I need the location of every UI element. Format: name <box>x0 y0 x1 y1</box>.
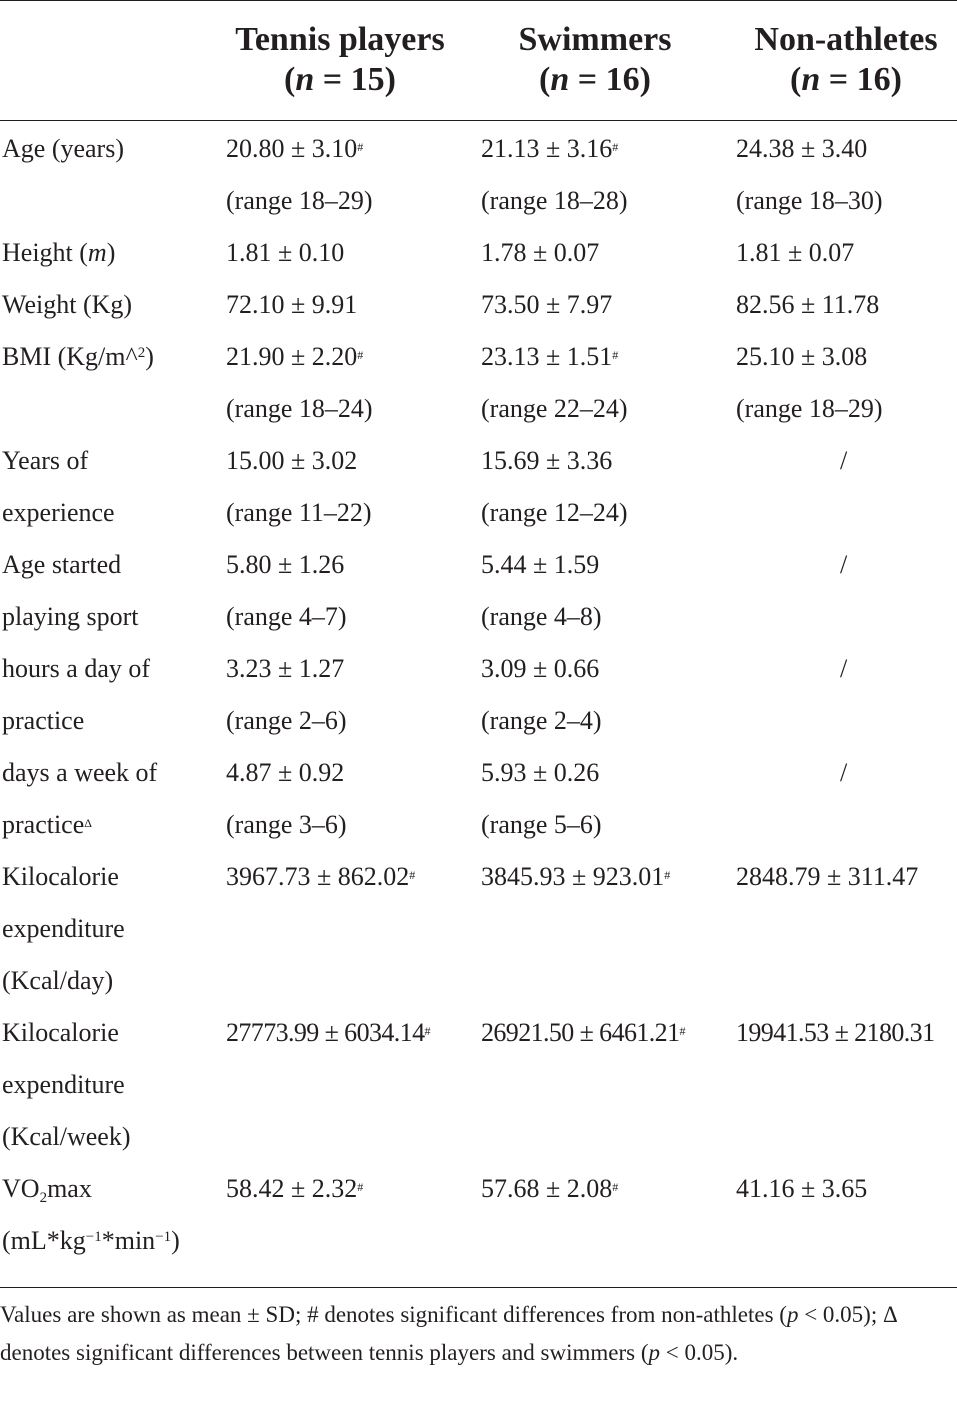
days-week-tennis: 4.87 ± 0.92 <box>226 758 345 787</box>
row-vo2max-unit: $(mL*kg^{-1}*\min^{-1})$ <box>2 1226 180 1255</box>
hours-day-tennis: 3.23 ± 1.27 <box>226 654 345 683</box>
hours-day-swimmers-range: (range 2–4) <box>481 706 602 735</box>
row-kcal-day-label-3: (Kcal/day) <box>2 966 114 995</box>
table-footnote: Values are shown as mean ± SD; # denotes significant differences from non-athletes (p < 0.05); Δ denotes significant differences between tennis players and swimmers (p < 0.05). <box>0 1302 897 1365</box>
kcal-day-swimmers: 3845.93 ± 923.01# <box>481 862 671 891</box>
header-swimmers <box>481 20 709 100</box>
vo2max-swimmers: 57.68 ± 2.08# <box>481 1174 619 1203</box>
days-week-swimmers-range: (range 5–6) <box>481 810 602 839</box>
height-tennis: 1.81 ± 0.10 <box>226 238 345 267</box>
years-exp-tennis-range: (range 11–22) <box>226 498 372 527</box>
header-nonathletes-name: Non-athletes <box>754 21 938 58</box>
kcal-week-tennis: 27773.99 ± 6034.14# <box>226 1018 430 1047</box>
bmi-swimmers: 23.13 ± 1.51# <box>481 342 619 371</box>
kcal-day-tennis: 3967.73 ± 862.02# <box>226 862 416 891</box>
row-age-started-label-2: playing sport <box>2 602 139 631</box>
years-exp-nonathletes: / <box>840 446 848 475</box>
bmi-swimmers-range: (range 22–24) <box>481 394 628 423</box>
years-exp-swimmers-range: (range 12–24) <box>481 498 628 527</box>
age-swimmers: 21.13 ± 3.16# <box>481 134 619 163</box>
hours-day-tennis-range: (range 2–6) <box>226 706 347 735</box>
top-rule <box>0 0 957 1</box>
age-nonathletes: 24.38 ± 3.40 <box>736 134 868 163</box>
days-week-swimmers: 5.93 ± 0.26 <box>481 758 600 787</box>
days-week-tennis-range: (range 3–6) <box>226 810 347 839</box>
age-tennis: 20.80 ± 3.10# <box>226 134 364 163</box>
kcal-week-swimmers: 26921.50 ± 6461.21# <box>481 1018 685 1047</box>
header-rule <box>0 120 957 121</box>
row-hours-day-label-1: hours a day of <box>2 654 151 683</box>
bmi-tennis: 21.90 ± 2.20# <box>226 342 364 371</box>
row-age-label: Age (years) <box>2 134 124 163</box>
row-years-exp-label-2: experience <box>2 498 115 527</box>
bmi-nonathletes-range: (range 18–29) <box>736 394 883 423</box>
age-started-swimmers: 5.44 ± 1.59 <box>481 550 600 579</box>
row-hours-day-label-2: practice <box>2 706 85 735</box>
age-started-nonathletes: / <box>840 550 848 579</box>
header-tennis-n: (n = 15) <box>284 61 396 98</box>
weight-nonathletes: 82.56 ± 11.78 <box>736 290 880 319</box>
hours-day-swimmers: 3.09 ± 0.66 <box>481 654 600 683</box>
row-vo2max-label: $VO_2\max$ <box>2 1174 92 1206</box>
header-swimmers-n: (n = 16) <box>539 61 651 98</box>
hours-day-nonathletes: / <box>840 654 848 683</box>
row-bmi-label: BMI (Kg/m^$^2$) <box>2 342 154 371</box>
row-weight-label: Weight (Kg) <box>2 290 133 319</box>
row-kcal-day-label-2: expenditure <box>2 914 125 943</box>
header-nonathletes <box>736 20 956 100</box>
age-started-tennis: 5.80 ± 1.26 <box>226 550 345 579</box>
vo2max-tennis: 58.42 ± 2.32# <box>226 1174 364 1203</box>
bottom-rule <box>0 1287 957 1288</box>
header-tennis <box>226 20 454 100</box>
weight-swimmers: 73.50 ± 7.97 <box>481 290 613 319</box>
row-days-week-label-1: days a week of <box>2 758 158 787</box>
weight-tennis: 72.10 ± 9.91 <box>226 290 358 319</box>
age-swimmers-range: (range 18–28) <box>481 186 628 215</box>
age-started-swimmers-range: (range 4–8) <box>481 602 602 631</box>
height-nonathletes: 1.81 ± 0.07 <box>736 238 855 267</box>
height-swimmers: 1.78 ± 0.07 <box>481 238 600 267</box>
header-tennis-name: Tennis players <box>235 21 445 58</box>
row-kcal-day-label-1: Kilocalorie <box>2 862 119 891</box>
years-exp-swimmers: 15.69 ± 3.36 <box>481 446 613 475</box>
row-years-exp-label-1: Years of <box>2 446 89 475</box>
row-height-label: Height (m) <box>2 238 116 267</box>
row-kcal-week-label-1: Kilocalorie <box>2 1018 119 1047</box>
age-started-tennis-range: (range 4–7) <box>226 602 347 631</box>
years-exp-tennis: 15.00 ± 3.02 <box>226 446 358 475</box>
row-kcal-week-label-3: (Kcal/week) <box>2 1122 131 1151</box>
kcal-week-nonathletes: 19941.53 ± 2180.31 <box>736 1018 935 1047</box>
kcal-day-nonathletes: 2848.79 ± 311.47 <box>736 862 919 891</box>
header-swimmers-name: Swimmers <box>518 21 672 58</box>
bmi-nonathletes: 25.10 ± 3.08 <box>736 342 868 371</box>
vo2max-nonathletes: 41.16 ± 3.65 <box>736 1174 868 1203</box>
age-tennis-range: (range 18–29) <box>226 186 373 215</box>
header-nonathletes-n: (n = 16) <box>790 61 902 98</box>
row-days-week-label-2: practice$^\Delta$ <box>2 810 92 839</box>
row-kcal-week-label-2: expenditure <box>2 1070 125 1099</box>
bmi-tennis-range: (range 18–24) <box>226 394 373 423</box>
age-nonathletes-range: (range 18–30) <box>736 186 883 215</box>
days-week-nonathletes: / <box>840 758 848 787</box>
row-age-started-label-1: Age started <box>2 550 122 579</box>
